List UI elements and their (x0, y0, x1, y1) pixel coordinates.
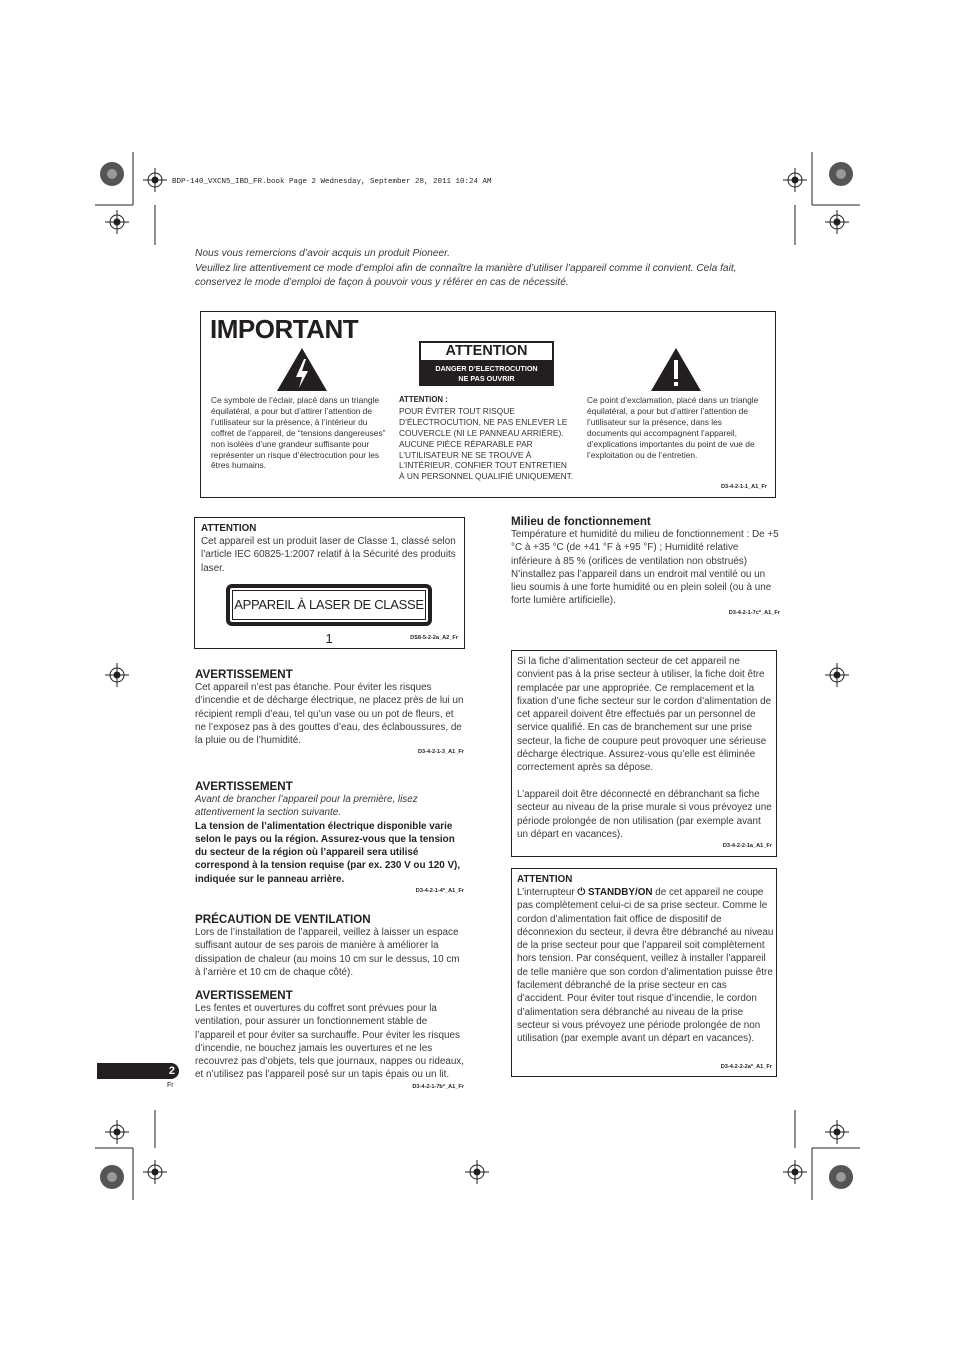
important-code: D3-4-2-1-1_A1_Fr (720, 484, 767, 490)
power-icon: ⏻ (577, 887, 586, 898)
attention-explanation (399, 395, 574, 482)
laser-class-label (226, 584, 432, 646)
intro-line-2: Veuillez lire attentivement ce mode d’emploi afin de connaître la manière d’utiliser l’appareil comme il convient. Cela fait, conservez le mode d’emploi de façon à pouvoir vous y référer en cas de nécessité. (195, 262, 737, 288)
intro-line-1: Nous vous remercions d’avoir acquis un produit Pioneer. (195, 248, 451, 259)
plug-text-2: L’appareil doit être déconnecté en débranchant sa fiche secteur au niveau de la prise murale si vous prévoyez une période prolongée de non utilisation (par exemple avant un départ en vacances). (517, 789, 772, 840)
attention-explanation-text: POUR ÉVITER TOUT RISQUE D’ÉLECTROCUTION, NE PAS ENLEVER LE COUVERCLE (NI LE PANNEAU ARRIÈRE). AUCUNE PIÈCE RÉPARABLE PAR L’UTILISATEUR NE SE TROUVE À L’INTÉRIEUR. CONFIER TOUT ENTRETIEN À UN PERSONNEL QUALIFIÉ UNIQUEMENT. (399, 405, 574, 482)
danger-line-1: DANGER D’ELECTROCUTION (435, 364, 538, 373)
page-language: Fr (167, 1082, 174, 1089)
warning-openings-section (195, 989, 464, 1090)
plug-box (511, 650, 777, 857)
operating-environment-text-2: N’installez pas l’appareil dans un endroit mal ventilé ou un lieu soumis à une forte humidité ou en plein soleil (ou à une forte lumière artificielle). (511, 568, 772, 607)
page-number: 2 (168, 1065, 175, 1077)
ventilation-section (195, 913, 464, 979)
laser-code: DS8-5-2-2a_A2_Fr (410, 635, 458, 641)
operating-environment-heading: Milieu de fonctionnement (511, 515, 651, 528)
operating-environment-section (511, 515, 780, 616)
warning-voltage-intro: Avant de brancher l’appareil pour la première, lisez attentivement la section suivante. (195, 794, 418, 819)
warning-openings-code: D3-4-2-1-7b*_A1_Fr (412, 1083, 464, 1090)
attention-banner (419, 341, 554, 389)
danger-line-2: NE PAS OUVRIR (458, 374, 515, 383)
warning-openings-heading: AVERTISSEMENT (195, 989, 293, 1002)
danger-label (419, 362, 554, 386)
operating-environment-text-1: Température et humidité du milieu de fonctionnement : De +5 °C à +35 °C (de +41 °F à +95 °F) ; Humidité relative inférieure à 85 % (orifices de ventilation non obstrués) (511, 529, 779, 567)
warning-water-section (195, 668, 464, 755)
laser-text: Cet appareil est un produit laser de Classe 1, classé selon l’article IEC 60825-1:2007 relatif à la Sécurité des produits laser. (201, 536, 456, 574)
plug-text-1: Si la fiche d’alimentation secteur de cet appareil ne convient pas à la prise secteur à utiliser, la fiche doit être remplacée par une appropriée. Ce remplacement et la fixation d’une fiche secteur sur le cordon d’alimentation de cet appareil doivent être effectués par un personnel de service qualifié. En cas de branchement sur une prise secteur, la fiche de coupure peut provoquer une sérieuse décharge électrique. Assurez-vous qu’elle est éliminée correctement après sa dépose. (517, 656, 772, 774)
intro (195, 247, 775, 291)
ventilation-heading: PRÉCAUTION DE VENTILATION (195, 913, 371, 926)
standby-on-label: STANDBY/ON (587, 887, 653, 898)
file-header: BDP-140_VXCN5_IBD_FR.book Page 2 Wednesday, September 28, 2011 10:24 AM (172, 178, 492, 186)
lightning-triangle-icon (276, 347, 328, 392)
page-number-tab (97, 1063, 179, 1079)
warning-water-text: Cet appareil n’est pas étanche. Pour éviter les risques d’incendie et de décharge électrique, ne placez près de lui un récipient rempli d’eau, tel qu’un vase ou un pot de fleurs, et ne l’exposez pas à des gouttes d’eau, des éclaboussures, de la pluie ou de l’humidité. (195, 682, 464, 747)
lightning-explanation: Ce symbole de l’éclair, placé dans un triangle équilatéral, a pour but d’attirer l’attention de l’utilisateur sur la présence, à l’intérieur du coffret de l’appareil, de “tensions dangereuses” non isolées d’une grandeur suffisante pour représenter un risque d’électrocution pour les êtres humains. (211, 395, 386, 471)
operating-environment-code: D3-4-2-1-7c*_A1_Fr (728, 609, 780, 616)
warning-water-code: D3-4-2-1-3_A1_Fr (417, 749, 464, 756)
warning-voltage-section (195, 780, 464, 894)
important-box (200, 311, 776, 498)
laser-heading: ATTENTION (201, 523, 257, 534)
standby-code: D3-4-2-2-2a*_A1_Fr (720, 1064, 772, 1070)
standby-box (511, 868, 777, 1077)
warning-voltage-text: La tension de l’alimentation électrique disponible varie selon le pays ou la région. Assurez-vous que la tension du secteur de la région où l’appareil sera utilisé correspond à la tension requise (par ex. 230 V ou 120 V), indiquée sur le panneau arrière. (195, 820, 461, 885)
ventilation-text: Lors de l’installation de l’appareil, veillez à laisser un espace suffisant autour de ses parois de manière à améliorer la dissipation de chaleur (au moins 10 cm sur le dessus, 10 cm à l’arrière et 10 cm de chaque côté). (195, 927, 460, 978)
standby-text-before: L’interrupteur (517, 887, 575, 898)
warning-water-heading: AVERTISSEMENT (195, 668, 293, 681)
warning-voltage-heading: AVERTISSEMENT (195, 780, 293, 793)
warning-openings-text: Les fentes et ouvertures du coffret sont prévues pour la ventilation, pour assurer un fonctionnement stable de l’appareil et pour éviter sa surchauffe. Pour éviter les risques d’incendie, ne bouchez jamais les ouvertures et ne les recouvrez pas d’objets, tels que journaux, nappes ou rideaux, et n’utilisez pas l’appareil posé sur un tapis épais ou un lit. (195, 1003, 464, 1081)
important-title: IMPORTANT (210, 314, 359, 344)
attention-explanation-heading: ATTENTION : (399, 395, 448, 404)
warning-voltage-code: D3-4-2-1-4*_A1_Fr (415, 888, 464, 895)
exclamation-triangle-icon (650, 347, 702, 392)
laser-class-label-text: APPAREIL À LASER DE CLASSE 1 (234, 597, 424, 646)
standby-text (517, 886, 774, 1046)
laser-box (194, 517, 465, 649)
exclamation-explanation: Ce point d’exclamation, placé dans un triangle équilatéral, a pour but d’attirer l’attention de l’utilisateur sur la présence, dans les documents qui accompagnent l’appareil, d’explications importantes du point de vue de l’exploitation ou de l’entretien. (587, 395, 759, 460)
standby-heading: ATTENTION (517, 874, 573, 885)
standby-text-after: de cet appareil ne coupe pas complètement celui-ci de sa prise secteur. Comme le cordon d’alimentation fait office de dispositif de déconnexion du secteur, il devra être débranché au niveau de la prise secteur pour que l’appareil soit complètement hors tension. Par conséquent, veillez à installer l’appareil de telle manière que son cordon d’alimentation puisse être facilement débranché de la prise secteur en cas d’accident. Pour éviter tout risque d’incendie, le cordon d’alimentation sera débranché au niveau de la prise secteur si vous prévoyez une période prolongée de non utilisation (par exemple avant un départ en vacances). (517, 887, 774, 1045)
attention-label: ATTENTION (419, 341, 554, 362)
plug-code: D3-4-2-2-1a_A1_Fr (722, 843, 772, 849)
